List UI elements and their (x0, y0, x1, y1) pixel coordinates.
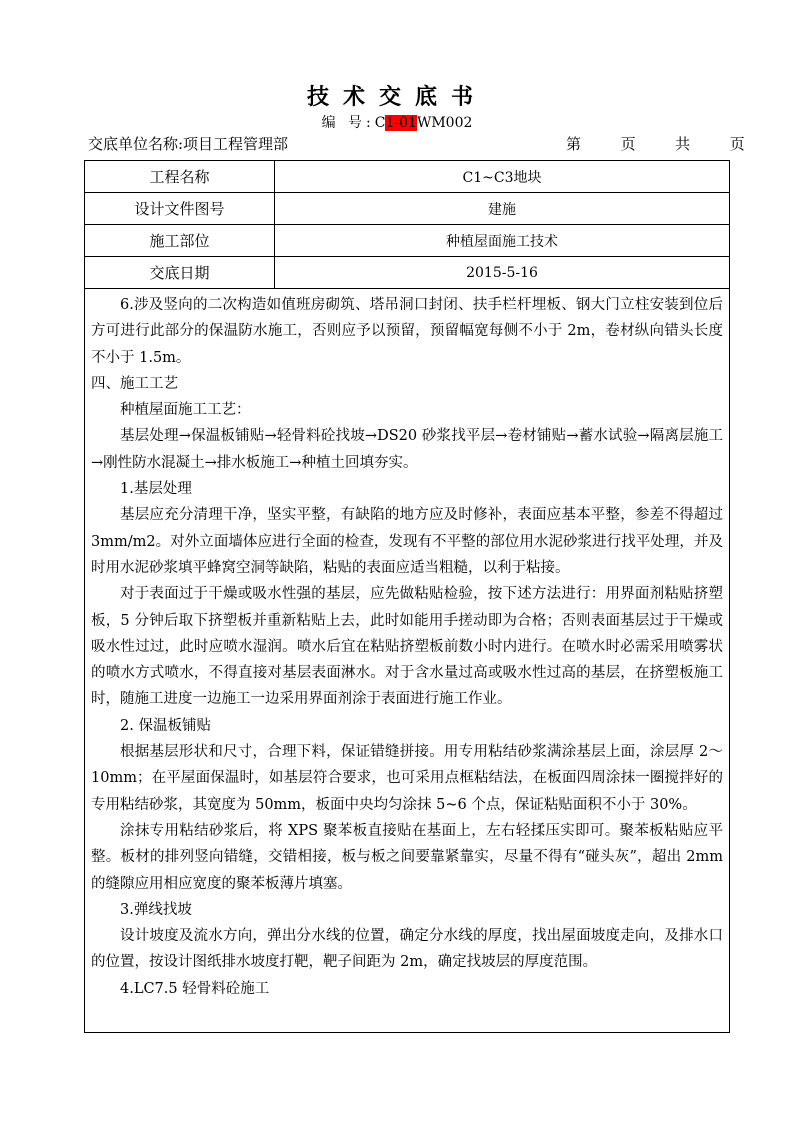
info-label: 工程名称 (85, 161, 275, 192)
total-label: 共 (675, 135, 691, 153)
total-unit: 页 (729, 135, 745, 153)
info-value: C1~C3地块 (462, 169, 542, 186)
document-number-suffix: WM002 (416, 115, 473, 131)
content-paragraph: 种植屋面施工工艺： (120, 402, 251, 419)
content-paragraph: 基层处理→保温板铺贴→轻骨料砼找坡→DS20 砂浆找平层→卷材铺贴→蓄水试验→隔离层施工→刚性防水混凝土→排水板施工→种植土回填夯实。 (91, 428, 723, 471)
info-value: 2015-5-16 (466, 264, 538, 281)
section-heading: 四、施工工艺 (91, 375, 178, 392)
content-paragraph: 根据基层形状和尺寸，合理下料，保证错缝拼接。用专用粘结砂浆满涂基层上面，涂层厚 2～10mm；在平屋面保温时，如基层符合要求，也可采用点框粘结法，在板面四周涂抹一圈搅拌好的专用粘结砂浆，其宽度为 50mm，板面中央均匀涂抹 5~6 个点，保证粘贴面积不小于 30%。 (91, 744, 723, 813)
briefing-table (84, 160, 730, 1033)
info-label: 施工部位 (85, 225, 275, 256)
page-counter (566, 133, 745, 154)
page-label: 第 (566, 135, 582, 153)
info-value: 种植屋面施工技术 (446, 233, 558, 250)
subsection-heading: 4.LC7.5 轻骨料砼施工 (120, 980, 270, 997)
subsection-heading: 1.基层处理 (120, 481, 192, 498)
content-paragraph: 6.涉及竖向的二次构造如值班房砌筑、塔吊洞口封闭、扶手栏杆埋板、钢大门立柱安装到位后方可进行此部分的保温防水施工，否则应予以预留，预留幅宽每侧不小于 2m，卷材纵向错头长度不小于 1.5m。 (91, 297, 723, 366)
info-label: 设计文件图号 (85, 193, 275, 224)
briefing-content (85, 289, 729, 1032)
info-row-drawing (85, 193, 729, 225)
subsection-heading: 3.弹线找坡 (120, 901, 192, 918)
info-row-project (85, 161, 729, 193)
document-title: 技术交底书 (306, 84, 487, 110)
document-number-highlight: 1-01 (385, 115, 417, 131)
content-paragraph: 基层应充分清理干净，坚实平整，有缺陷的地方应及时修补，表面应基本平整，参差不得超过 3mm/m2。对外立面墙体应进行全面的检查，发现有不平整的部位用水泥砂浆进行找平处理，并及时用水泥砂浆填平蜂窝空洞等缺陷，粘贴的表面应适当粗糙，以利于粘接。 (91, 507, 723, 576)
info-row-location (85, 225, 729, 257)
page-unit: 页 (620, 135, 636, 153)
info-row-date (85, 257, 729, 289)
document-number-prefix: C (374, 115, 386, 131)
content-paragraph: 涂抹专用粘结砂浆后，将 XPS 聚苯板直接贴在基面上，左右轻揉压实即可。聚苯板粘贴应平整。板材的排列竖向错缝，交错相接，板与板之间要靠紧靠实，尽量不得有“碰头灰”，超出 2mm 的缝隙应用相应宽度的聚苯板薄片填塞。 (91, 822, 723, 892)
issuing-unit: 交底单位名称:项目工程管理部 (88, 135, 289, 153)
document-number (0, 112, 794, 132)
subsection-heading: 2. 保温板铺贴 (120, 717, 211, 734)
info-label: 交底日期 (85, 257, 275, 288)
content-paragraph: 对于表面过于干燥或吸水性强的基层，应先做粘贴检验，按下述方法进行：用界面剂粘贴挤塑板，5 分钟后取下挤塑板并重新粘贴上去，此时如能用手搓动即为合格；否则表面基层过于干燥或吸水性过过，此时应喷水湿润。喷水后宜在粘贴挤塑板前数小时内进行。在喷水时必需采用喷雾状的喷水方式喷水，不得直接对基层表面淋水。对于含水量过高或吸水性过高的基层，在挤塑板施工时，随施工进度一边施工一边采用界面剂涂于表面进行施工作业。 (91, 586, 723, 708)
content-paragraph: 设计坡度及流水方向，弹出分水线的位置，确定分水线的厚度，找出屋面坡度走向，及排水口的位置，按设计图纸排水坡度打靶，靶子间距为 2m，确定找坡层的厚度范围。 (91, 928, 723, 971)
info-value: 建施 (488, 201, 516, 218)
document-number-label: 编 号: (321, 115, 375, 131)
